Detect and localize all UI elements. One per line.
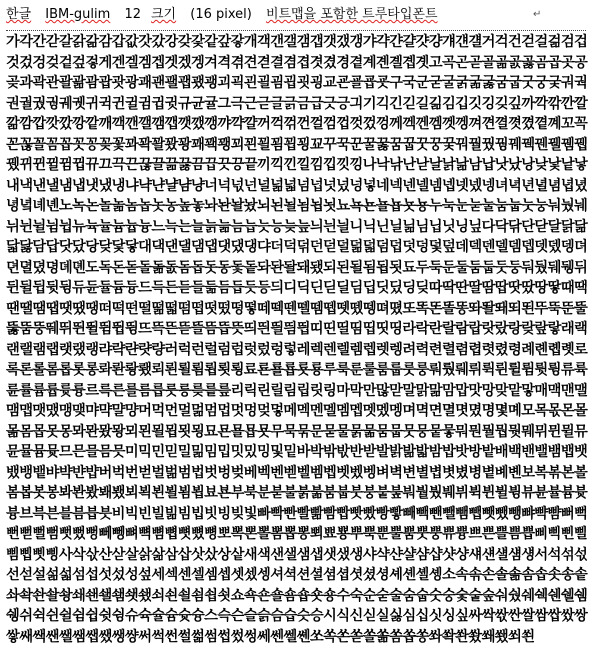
hangul-glyph-sample-text: 가각간갇갈갉갊감갑값갓갔강갖갗같갚갛개객갠갤갬갭갯갰갱갸갹갼걀걋걍걔걘걜거걱건걷걸걺검겁것겄겅겆겉겊겋게겐겔겜겝겟겠겡겨격겪견겯결겸겹겻겼경곁계곈곌곕곗고곡곤곧골곪곬곯곰곱곳공곶과곽관괄괆괌괍괏광괘괜괠괩괬괭괴괵괸괼굄굅굇굉교굔굘굡굣구국군굳굴굵굶굻굼굽굿궁궂궈궉권궐궜궝궤궷귀귁귄귈귐귑귓규균귤그극근귿글긁금급긋긍긔기긱긴긷길긺김깁깃깅깆깊까깍깎깐깔깖깜깝깟깠깡깥깨깩깬깰깸깹깻깼깽꺄꺅꺌꺼꺽꺾껀껄껌껍껏껐껑께껙껜껨껫껭껴껸껼꼇꼈꼍꼐꼬꼭꼰꼲꼴꼼꼽꼿꽁꽂꽃꽈꽉꽐꽜꽝꽤꽥꽹꾀꾄꾈꾐꾑꾕꾜꾸꾹꾼꿀꿇꿈꿉꿋꿍꿎꿔꿜꿨꿩꿰꿱꿴꿸뀀뀁뀄뀌뀐뀔뀜뀝뀨끄끅끈끊끌끎끓끔끕끗끙끝끼끽낀낄낌낍낏낑나낙낚난낟날낡낢남납낫났낭낮낯낱낳내낵낸낼냄냅냇냈냉냐냑냔냘냠냥너넉넋넌널넒넓넘넙넛넜넝넣네넥넨넬넴넵넷넸넹녀녁년녈념녑녔녕녘녜녠노녹논놀놂놈놉놋농높놓놔놘놜놨뇌뇐뇔뇜뇝뇟뇨뇩뇬뇰뇹뇻뇽누눅눈눋눌눔눕눗눙눠눴눼뉘뉜뉠뉨뉩뉴뉵뉼늄늅늉느늑는늘늙늚늠늡늣능늦늪늬늰늴니닉닌닐닒님닙닛닝닢다닥닦단닫달닭닮닯닳담답닷닸당닺닻닿대댁댄댈댐댑댓댔댕댜더덕덖던덛덜덞덟덤덥덧덩덫덮데덱덴델뎀뎁뎃뎄뎅뎌뎐뎔뎠뎡뎨뎬도독돈돋돌돎돐돔돕돗동돛돝돠돤돨돼됐되된될됨됩됫됴두둑둔둘둠둡둣둥둬뒀뒈뒝뒤뒨뒬뒵뒷뒹듀듄듈듐듕드득든듣들듦듬듭듯등듸디딕딘딛딜딤딥딧딨딩딪따딱딴딸땀땁땃땄땅땋때땍땐땔땜땝땟땠땡떠떡떤떨떪떫떰떱떳떴떵떻떼떽뗀뗄뗌뗍뗏뗐뗑뗘뗬또똑똔똘똥똬똴뙈뙤뙨뚜뚝뚠뚤뚫뚬뚱뛔뛰뛴뛸뜀뜁뜅뜨뜩뜬뜯뜰뜸뜹뜻띄띈띌띔띕띠띤띨띰띱띳띵라락란랄람랍랏랐랑랒랖랗래랙랜랠램랩랫랬랭랴략랸럇량러럭런럴럼럽럿렀렁렇레렉렌렐렘렙렛렝려력련렬렴렵렷렸령례롄롑롓로록론롤롬롭롯롱롸롼뢍뢨뢰뢴뢸룀룁룃룅료룐룔룝룟룡루룩룬룰룸룹룻룽뤄뤘뤠뤼뤽륀륄륌륏륑류륙륜률륨륩륫륭르륵른를름릅릇릉릊릍릎리릭린릴림립릿링마막만많맏말맑맒맘맙맛망맞맡맣매맥맨맬맴맵맷맸맹맺먀먁먈먕머먹먼멀멂멈멉멋멍멎멓메멕멘멜멤멥멧멨멩며멱면멸몃몄명몇몌모목몫몬몰몲몸몹못몽뫄뫈뫘뫙뫼묀묄묍묏묑묘묜묠묩묫무묵묶문묻물묽묾뭄뭅뭇뭉뭍뭏뭐뭔뭘뭡뭣뭬뮈뮌뮐뮤뮨뮬뮴뮷므믄믈믐믓미믹민믿밀밂밈밉밋밌밍및밑바박밖밗반받발밝밞밟밤밥밧방밭배백밴밸뱀뱁뱃뱄뱅뱉뱌뱍뱐뱝버벅번벋벌벎범법벗벙벚베벡벤벧벨벰벱벳벴벵벼벽변별볍볏볐병볕볘볜보복볶본볼봄봅봇봉봐봔봤봬뵀뵈뵉뵌뵐뵘뵙뵤뵨부북분붇불붉붊붐붑붓붕붙붚붜붤붰붸뷔뷕뷘뷜뷩뷰뷴뷸븀븃븅브븍븐블븜븝븟비빅빈빌빎빔빕빗빙빚빛빠빡빤빨빪빰빱빳빴빵빻빼빽뺀뺄뺌뺍뺏뺐뺑뺘뺙뺨뻐뻑뻔뻗뻘뻠뻣뻤뻥뻬뼁뼈뼉뼘뼙뼛뼜뼝뽀뽁뽄뽈뽐뽑뽕뾔뾰뿅뿌뿍뿐뿔뿜뿟뿡쀼쁑쁘쁜쁠쁨쁩삐삑삔삘삠삡삣삥사삭삯산삳살삵삶삼삽삿샀상샅새색샌샐샘샙샛샜생샤샥샨샬샴샵샷샹섀섄섈섐섕서석섞섟선섣설섦섧섬섭섯섰성섶세섹센셀셈셉셋셌셍셔셕션셜셤셥셧셨셩셰셴셸솅소속솎손솔솖솜솝솟송솥솨솩솬솰솽쇄쇈쇌쇔쇗쇘쇠쇤쇨쇰쇱쇳쇼쇽숀숄숌숍숏숑수숙순숟술숨숩숫숭숯숱숲숴쉈쉐쉑쉔쉘쉠쉥쉬쉭쉰쉴쉼쉽쉿슁슈슉슐슘슛슝스슥슨슬슭슴습슷승시식신싣실싫심십싯싱싶싸싹싻싼쌀쌈쌉쌌쌍쌓쌔쌕쌘쌜쌤쌥쌨쌩썅써썩썬썰썲썸썹썼썽쎄쎈쎌쏀쏘쏙쏜쏟쏠쏢쏨쏩쏭쏴쏵쏸쐈쐐쐤쐬쐰 xyxy=(6,34,588,645)
pixel-size: (16 pixel) xyxy=(190,7,252,22)
dotted-separator xyxy=(6,29,586,31)
font-sample-header xyxy=(6,0,596,30)
font-size-number: 12 xyxy=(124,7,141,22)
font-description: 비트맵을 포함한 트루타입폰트 xyxy=(266,7,438,22)
language-label: 한글 xyxy=(6,7,32,22)
paragraph-mark-icon: ↵ xyxy=(533,9,542,20)
font-size-label: 크기 xyxy=(151,7,177,22)
font-name: IBM-gulim xyxy=(45,7,111,22)
